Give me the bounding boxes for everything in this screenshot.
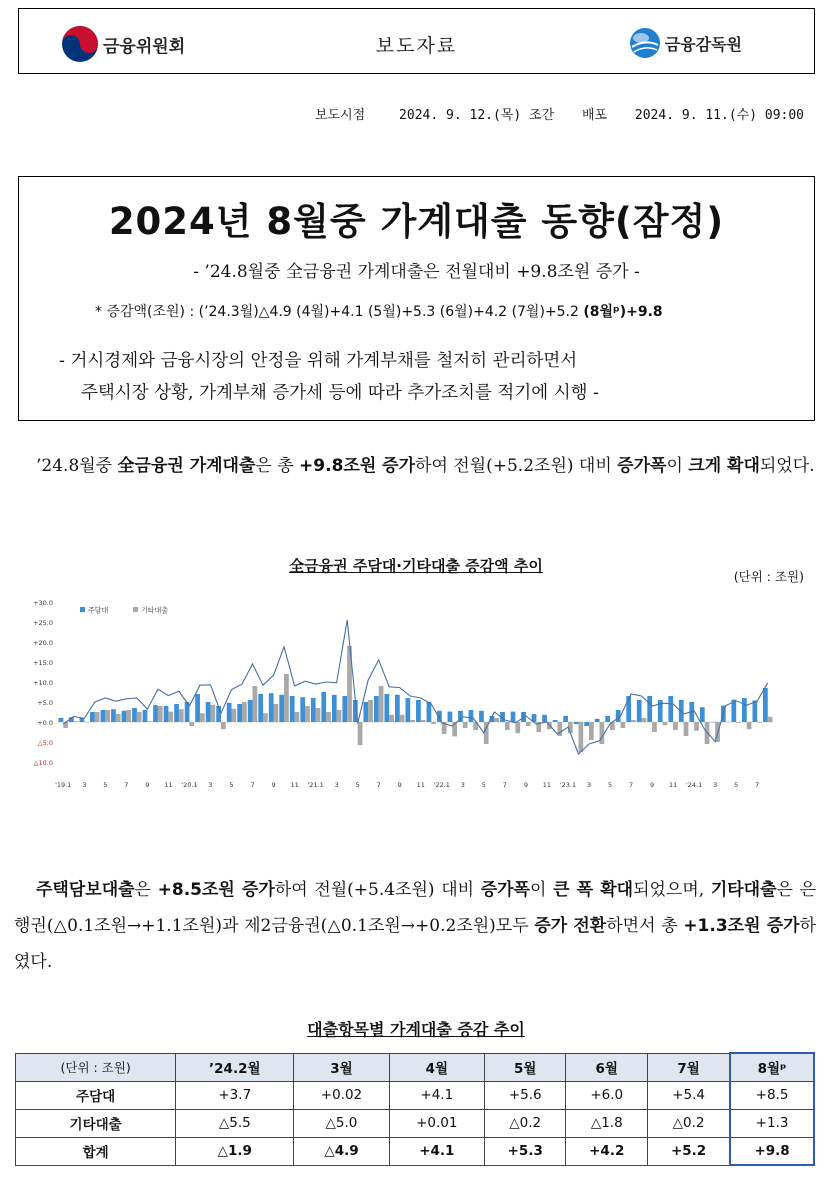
mortgage-bar <box>427 702 432 722</box>
mortgage-bar <box>300 697 305 722</box>
other-loan-bar <box>253 686 258 722</box>
distribution-label: 배포 <box>581 108 608 123</box>
loan-change-chart <box>28 590 808 795</box>
other-loan-bar <box>494 718 499 722</box>
table-cell: △5.0 <box>294 1109 389 1137</box>
mortgage-bar <box>605 716 610 722</box>
other-loan-bar <box>200 713 205 722</box>
x-tick-label: 11 <box>668 781 678 789</box>
mortgage-bar <box>174 704 179 722</box>
mortgage-bar <box>511 712 516 722</box>
table-cell: +4.1 <box>389 1137 484 1165</box>
mortgage-bar <box>248 700 253 722</box>
x-tick-label: 9 <box>397 781 402 789</box>
other-loan-bar <box>284 674 289 722</box>
other-loan-bar <box>757 722 762 723</box>
other-loan-bar <box>358 722 363 745</box>
y-tick-label: +0.0 <box>37 719 53 727</box>
other-loan-bar <box>515 722 520 733</box>
mortgage-bar <box>742 698 747 722</box>
x-tick-label: 11 <box>416 781 425 789</box>
other-loan-bar <box>400 715 405 722</box>
monthly-change-note <box>95 301 663 321</box>
row-label: 합계 <box>16 1137 176 1165</box>
table-column-header: ’24.2월 <box>176 1053 294 1081</box>
other-loan-bar <box>578 722 583 752</box>
other-loan-bar <box>726 722 731 723</box>
other-loan-bar <box>74 721 79 722</box>
table-cell: +6.0 <box>566 1081 648 1109</box>
mortgage-bar <box>132 708 137 722</box>
press-release-title: 보도자료 <box>375 35 458 57</box>
para2-text: 하였다. <box>14 916 817 972</box>
table-cell: △0.2 <box>648 1109 731 1137</box>
x-tick-label: '21.1 <box>307 781 324 789</box>
y-tick-label: +25.0 <box>33 619 53 627</box>
other-loan-bar <box>305 706 310 722</box>
mortgage-bar <box>342 696 347 722</box>
other-loan-bar <box>421 720 426 722</box>
para2-bold: 기타대출 <box>710 880 777 900</box>
y-tick-label: △5.0 <box>37 739 53 747</box>
policy-statement <box>59 345 599 409</box>
other-loan-bar <box>379 686 384 722</box>
table-unit-header: (단위 : 조원) <box>16 1053 176 1081</box>
headline-subtitle: - ’24.8월중 全금융권 가계대출은 전월대비 +9.8조원 증가 - <box>193 262 640 282</box>
other-loan-bar <box>589 722 594 740</box>
x-tick-label: 11 <box>542 781 552 789</box>
mortgage-bar <box>700 707 705 722</box>
release-info <box>301 104 804 123</box>
y-tick-label: +30.0 <box>33 599 53 607</box>
mortgage-bar <box>153 705 158 722</box>
x-tick-label: 3 <box>334 781 339 789</box>
x-tick-label: 5 <box>481 781 486 789</box>
other-loan-bar <box>463 722 468 728</box>
press-header <box>18 8 815 74</box>
mortgage-bar <box>101 710 106 722</box>
table-cell: △0.2 <box>484 1109 566 1137</box>
table-cell: +0.01 <box>389 1109 484 1137</box>
mortgage-bar <box>469 710 474 722</box>
para1-bold: 크게 확대 <box>688 456 760 476</box>
x-tick-label: 7 <box>376 781 381 789</box>
table-column-header: 4월 <box>389 1053 484 1081</box>
table-cell: +5.3 <box>484 1137 566 1165</box>
para2-bold: 주택담보대출 <box>36 880 135 900</box>
legend-mortgage-label: 주담대 <box>88 606 109 615</box>
fss-globe-icon <box>629 27 661 59</box>
other-loan-bar <box>116 714 121 722</box>
y-tick-label: +15.0 <box>33 659 53 667</box>
other-loan-bar <box>295 712 300 722</box>
x-tick-label: 9 <box>523 781 528 789</box>
chart-title <box>0 555 832 576</box>
table-cell: +9.8 <box>730 1137 814 1165</box>
mortgage-bar <box>595 719 600 722</box>
x-tick-label: 3 <box>460 781 465 789</box>
other-loan-bar <box>179 709 184 722</box>
table-title <box>0 1017 832 1040</box>
other-loan-bar <box>747 722 752 729</box>
note-august-value: (8월ᵖ)+9.8 <box>583 304 663 320</box>
other-loan-bar <box>189 722 194 726</box>
table-cell: △4.9 <box>294 1137 389 1165</box>
table-cell: +4.1 <box>389 1081 484 1109</box>
table-cell: +5.2 <box>648 1137 731 1165</box>
mortgage-bar <box>679 700 684 722</box>
other-loan-bar <box>631 720 636 722</box>
x-tick-label: '23.1 <box>559 781 577 789</box>
x-tick-label: 7 <box>250 781 255 789</box>
embargo-label: 보도시점 <box>314 108 366 123</box>
other-loan-bar <box>663 722 668 725</box>
para2-text: 되었으며, <box>633 880 711 900</box>
table-cell: +8.5 <box>730 1081 814 1109</box>
headline-box <box>18 176 815 421</box>
chart-title-text: 全금융권 주담대·기타대출 증감액 추이 <box>289 557 543 575</box>
table-cell: +4.2 <box>566 1137 648 1165</box>
mortgage-bar <box>395 695 400 722</box>
x-tick-label: 9 <box>650 781 655 789</box>
mortgage-bar <box>416 700 421 722</box>
other-loan-bar <box>158 706 163 722</box>
other-loan-bar <box>231 709 236 722</box>
mortgage-bar <box>563 716 568 722</box>
mortgage-bar <box>90 712 95 722</box>
table-cell: +1.3 <box>730 1109 814 1137</box>
mortgage-bar <box>164 706 169 722</box>
para1-bold: 증가폭 <box>617 456 667 476</box>
other-loan-bar <box>410 720 415 722</box>
other-loan-bar <box>389 715 394 722</box>
para2-text: 하여 전월(+5.4조원) 대비 <box>274 880 481 900</box>
table-cell: +5.6 <box>484 1081 566 1109</box>
table-cell: △1.8 <box>566 1109 648 1137</box>
mortgage-bar <box>553 720 558 722</box>
mortgage-bar <box>374 696 379 722</box>
mortgage-bar <box>406 698 411 722</box>
mortgage-bar <box>321 692 326 722</box>
mortgage-bar <box>279 695 284 722</box>
mortgage-bar <box>143 710 148 722</box>
para1-bold: +9.8조원 증가 <box>299 456 416 476</box>
other-loan-bar <box>126 710 131 722</box>
row-label: 기타대출 <box>16 1109 176 1137</box>
other-loan-bar <box>673 722 678 730</box>
other-loan-bar <box>242 702 247 722</box>
other-loan-bar <box>368 700 373 722</box>
x-tick-label: 5 <box>103 781 108 789</box>
table-column-header: 6월 <box>566 1053 648 1081</box>
mortgage-bar <box>269 693 274 722</box>
x-tick-label: '19.1 <box>55 781 72 789</box>
detail-paragraph <box>14 872 816 980</box>
table-column-header: 5월 <box>484 1053 566 1081</box>
legend-mortgage-swatch <box>80 607 85 612</box>
para1-text: 하여 전월(+5.2조원) 대비 <box>415 456 618 476</box>
other-loan-bar <box>326 712 331 722</box>
other-loan-bar <box>694 722 699 731</box>
mortgage-bar <box>448 712 453 722</box>
total-line <box>63 620 767 754</box>
x-tick-label: 5 <box>607 781 613 789</box>
mortgage-bar <box>584 722 589 726</box>
para1-text: 은 총 <box>255 456 300 476</box>
table-title-text: 대출항목별 가계대출 증감 추이 <box>307 1020 525 1039</box>
other-loan-bar <box>105 710 110 722</box>
mortgage-bar <box>206 702 211 722</box>
summary-paragraph <box>14 448 816 484</box>
note-text: * 증감액(조원) : (’24.3월)△4.9 (4월)+4.1 (5월)+5.3 (6월)+4.2 (7월)+5.2 <box>95 304 584 320</box>
other-loan-bar <box>274 704 279 722</box>
mortgage-bar <box>479 711 484 722</box>
table-column-header: 3월 <box>294 1053 389 1081</box>
embargo-date: 2024. 9. 12.(목) 조간 <box>399 108 555 123</box>
table-row-total <box>16 1137 815 1165</box>
mortgage-bar <box>763 688 768 722</box>
fss-logo <box>629 27 742 59</box>
mortgage-bar <box>637 700 642 722</box>
x-tick-label: 5 <box>355 781 360 789</box>
mortgage-bar <box>384 694 389 722</box>
para2-text: 은 은행권(△0.1조원→+1.1조원)과 제2금융권(△0.1조원→+0.2조원)모두 <box>14 880 817 936</box>
other-loan-bar <box>95 712 100 722</box>
chart-unit: (단위 : 조원) <box>733 569 804 584</box>
mortgage-bar <box>332 695 337 722</box>
other-loan-bar <box>431 722 436 724</box>
other-loan-bar <box>147 721 152 722</box>
x-tick-label: 7 <box>628 781 634 789</box>
mortgage-bar <box>574 722 579 724</box>
para1-text: ’24.8월중 <box>36 456 118 476</box>
table-cell: +5.4 <box>648 1081 731 1109</box>
para2-bold: +1.3조원 증가 <box>683 916 800 936</box>
x-tick-label: 3 <box>586 781 592 789</box>
y-tick-label: △10.0 <box>33 759 53 767</box>
fsc-name: 금융위원회 <box>103 36 186 57</box>
y-tick-label: +5.0 <box>37 699 53 707</box>
mortgage-bar <box>216 706 221 722</box>
other-loan-bar <box>316 708 321 722</box>
other-loan-bar <box>768 717 773 722</box>
x-tick-label: 11 <box>290 781 299 789</box>
para2-bold: 증가폭 <box>480 880 530 900</box>
other-loan-bar <box>137 712 142 722</box>
table-cell: +0.02 <box>294 1081 389 1109</box>
loan-category-table <box>15 1052 815 1166</box>
policy-line-1: - 거시경제와 금융시장의 안정을 위해 가계부채를 철저히 관리하면서 <box>59 351 578 371</box>
para2-text: 하면서 총 <box>606 916 684 936</box>
mortgage-bar <box>542 715 547 722</box>
other-loan-bar <box>684 722 689 736</box>
mortgage-bar <box>237 704 242 722</box>
other-loan-bar <box>505 722 510 730</box>
row-label: 주담대 <box>16 1081 176 1109</box>
other-loan-bar <box>210 705 215 722</box>
x-tick-label: '22.1 <box>433 781 450 789</box>
table-cell: △5.5 <box>176 1109 294 1137</box>
mortgage-bar <box>363 702 368 722</box>
para1-text: 되었다. <box>759 456 815 476</box>
x-tick-label: '20.1 <box>181 781 198 789</box>
x-tick-label: 3 <box>208 781 213 789</box>
other-loan-bar <box>652 722 657 732</box>
x-tick-label: 7 <box>124 781 129 789</box>
mortgage-bar <box>710 722 715 723</box>
x-tick-label: 3 <box>82 781 87 789</box>
x-tick-label: 7 <box>502 781 507 789</box>
other-loan-bar <box>642 718 647 722</box>
y-tick-label: +20.0 <box>33 639 53 647</box>
table-header-row <box>16 1053 815 1081</box>
mortgage-bar <box>290 696 295 722</box>
table-cell: +3.7 <box>176 1081 294 1109</box>
x-tick-label: '24.1 <box>686 781 703 789</box>
para1-bold: 全금융권 가계대출 <box>117 456 256 476</box>
x-tick-label: 3 <box>713 781 718 789</box>
para2-bold: 증가 전환 <box>534 916 607 936</box>
x-tick-label: 5 <box>734 781 739 789</box>
other-loan-bar <box>600 722 605 744</box>
mortgage-bar <box>668 696 673 722</box>
legend-other-label: 기타대출 <box>141 606 169 615</box>
other-loan-bar <box>526 722 531 726</box>
mortgage-bar <box>195 694 200 722</box>
mortgage-bar <box>122 711 127 722</box>
mortgage-bar <box>752 700 757 722</box>
table-cell: △1.9 <box>176 1137 294 1165</box>
mortgage-bar <box>258 694 263 722</box>
policy-line-2: 주택시장 상황, 가계부채 증가세 등에 따라 추가조치를 적기에 시행 - <box>81 383 599 403</box>
table-row <box>16 1109 815 1137</box>
x-tick-label: 11 <box>164 781 173 789</box>
mortgage-bar <box>111 709 116 722</box>
fss-name: 금융감독원 <box>664 34 742 54</box>
x-tick-label: 9 <box>271 781 276 789</box>
other-loan-bar <box>263 713 268 722</box>
y-tick-label: +10.0 <box>33 679 53 687</box>
other-loan-bar <box>168 712 173 722</box>
mortgage-bar <box>647 696 652 722</box>
para2-bold: 큰 폭 확대 <box>553 880 634 900</box>
mortgage-bar <box>227 703 232 722</box>
table-row <box>16 1081 815 1109</box>
para2-bold: +8.5조원 증가 <box>157 880 275 900</box>
main-title: 2024년 8월중 가계대출 동향(잠정) <box>108 200 725 243</box>
distribution-date: 2024. 9. 11.(수) 09:00 <box>634 108 804 123</box>
table-column-header: 7월 <box>648 1053 731 1081</box>
legend-other-swatch <box>133 607 138 612</box>
x-tick-label: 9 <box>145 781 150 789</box>
other-loan-bar <box>221 722 226 729</box>
other-loan-bar <box>736 722 741 723</box>
para2-text: 은 <box>134 880 158 900</box>
table-column-header: 8월ᵖ <box>730 1053 814 1081</box>
other-loan-bar <box>84 722 89 723</box>
mortgage-bar <box>311 698 316 722</box>
other-loan-bar <box>337 710 342 722</box>
mortgage-bar <box>59 718 64 722</box>
para1-text: 이 <box>666 456 689 476</box>
para2-text: 이 <box>529 880 554 900</box>
x-tick-label: 5 <box>229 781 234 789</box>
other-loan-bar <box>621 722 626 728</box>
x-tick-label: 7 <box>755 781 760 789</box>
